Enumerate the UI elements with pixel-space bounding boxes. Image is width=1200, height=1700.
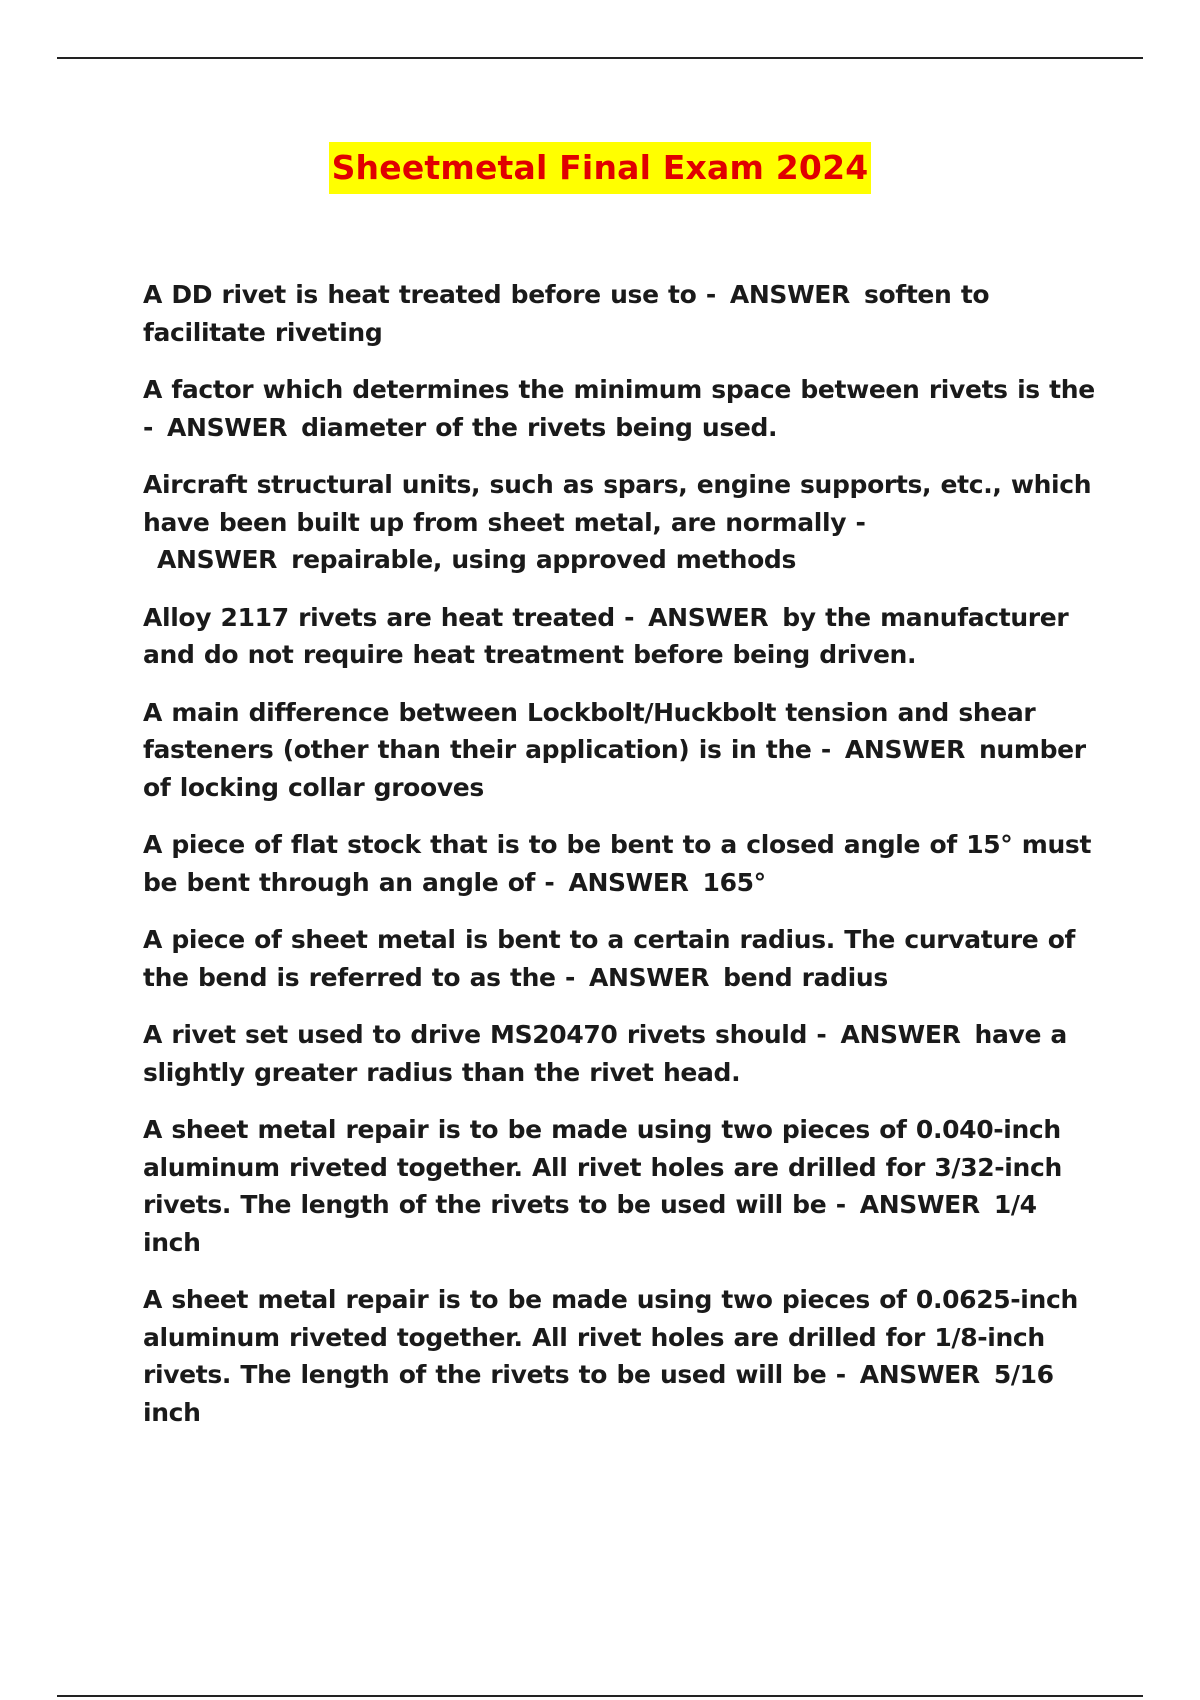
qa-item — [143, 1281, 1103, 1431]
top-divider — [57, 57, 1143, 59]
qa-item — [143, 826, 1103, 901]
answer-label: ANSWER — [589, 962, 710, 992]
answer-label: ANSWER — [648, 602, 769, 632]
answer-text: bend radius — [723, 962, 888, 992]
answer-text: have a slightly greater radius than the rivet head. — [143, 1020, 1067, 1087]
question-text: A factor which determines the minimum space between rivets is the - — [143, 375, 1095, 442]
answer-text: soften to facilitate riveting — [143, 280, 990, 347]
question-text: Aircraft structural units, such as spars, engine supports, etc., which have been built up from sheet metal, are normally - — [143, 470, 1092, 537]
answer-text: number of locking collar grooves — [143, 735, 1086, 802]
answer-label: ANSWER — [157, 545, 278, 574]
qa-item — [143, 921, 1103, 996]
qa-item — [143, 1016, 1103, 1091]
qa-item — [143, 466, 1103, 579]
qa-item — [143, 1111, 1103, 1261]
qa-item — [143, 276, 1103, 351]
answer-label: ANSWER — [844, 735, 965, 764]
title-container — [0, 142, 1200, 194]
question-text: A piece of sheet metal is bent to a certain radius. The curvature of the bend is referred to as the - — [143, 925, 1076, 992]
answer-label: ANSWER — [729, 280, 850, 309]
answer-text: 1/4 inch — [143, 1190, 1037, 1257]
answer-label: ANSWER — [840, 1020, 961, 1049]
bottom-divider — [57, 1695, 1143, 1697]
answer-text: 165° — [702, 867, 766, 897]
answer-label: ANSWER — [167, 412, 288, 442]
answer-text: diameter of the rivets being used. — [301, 412, 778, 442]
answer-text: 5/16 inch — [143, 1360, 1054, 1427]
qa-item — [143, 599, 1103, 674]
question-text: Alloy 2117 rivets are heat treated - — [143, 602, 635, 632]
answer-text: by the manufacturer and do not require heat treatment before being driven. — [143, 602, 1069, 669]
question-text: A sheet metal repair is to be made using two pieces of 0.0625-inch aluminum riveted together. All rivet holes are drilled for 1/8-inch rivets. The length of the rivets to be used will be - — [143, 1285, 1078, 1389]
question-text: A main difference between Lockbolt/Huckbolt tension and shear fasteners (other than their application) is in the - — [143, 697, 1036, 764]
qa-item — [143, 694, 1103, 807]
answer-label: ANSWER — [859, 1360, 980, 1389]
answer-label: ANSWER — [568, 867, 689, 897]
question-text: A sheet metal repair is to be made using two pieces of 0.040-inch aluminum riveted together. All rivet holes are drilled for 3/32-inch rivets. The length of the rivets to be used will be - — [143, 1115, 1062, 1219]
question-text: A DD rivet is heat treated before use to - — [143, 280, 716, 309]
answer-text: repairable, using approved methods — [291, 545, 797, 574]
question-text: A rivet set used to drive MS20470 rivets should - — [143, 1020, 827, 1049]
qa-item — [143, 371, 1103, 446]
document-title: Sheetmetal Final Exam 2024 — [329, 142, 872, 194]
question-text: A piece of flat stock that is to be bent to a closed angle of 15° must be bent through an angle of - — [143, 830, 1092, 897]
qa-list — [143, 276, 1103, 1451]
answer-label: ANSWER — [859, 1190, 980, 1219]
